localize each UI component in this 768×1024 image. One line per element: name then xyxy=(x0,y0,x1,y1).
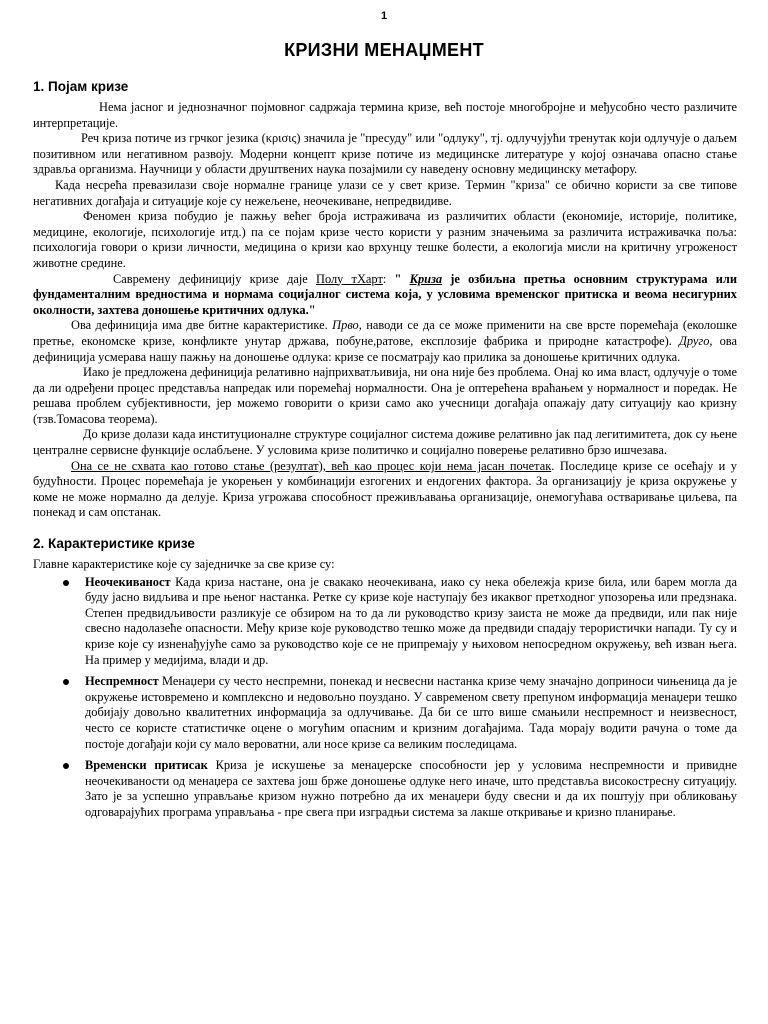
section-heading-2: 2. Карактеристике кризе xyxy=(33,536,195,552)
paragraph: До кризе долази када институционалне структуре социјалног система доживе релативно јак пад легитимитета, док су њене централне сервисне функције ослабљене. У условима кризе политичко и социјално поверење релативно брзо ишчезава. xyxy=(33,427,737,458)
list-item xyxy=(85,674,737,752)
document-body xyxy=(33,78,737,827)
characteristics-list xyxy=(33,575,737,821)
text-span: . Последице кризе се осећају и у будућности. Процес поремећаја је укорењен у комбинацији езгогених и ендогених фактора. За организацију је криза окружење у коме не може нормално да делује. Криза угрожава способност преживљавања организације, онемогућава остваривање циљева, па понекад и сам опстанак. xyxy=(33,458,737,520)
list-item-term: Неспремност xyxy=(85,674,159,689)
emphasis: Друго, xyxy=(678,333,713,348)
text-span: наводи се да се може применити на све врсте поремећаја (еколошке претње, економске кризе, конфликте унутар држава, побуне,ратове, експлозије фабрика и природне катастрофе). xyxy=(33,318,737,348)
text-span: : xyxy=(382,271,395,286)
list-item-term: Временски притисак xyxy=(85,758,208,773)
page-number: 1 xyxy=(380,10,388,22)
list-item-text: Криза је искушење за менаџерске способности јер у условима неспремности и привидне неочекиваности од менаџера се захтева још брже доношење одлуке него иначе, што представља високостресну ситуацију. Зато је за успешно управљање кризом нужно потребно да их менаџери буду свесни и да их поштују при обликовању одговарајућих програма управљања - пре свега при изградњи система за лакше откривање и кризно планирање. xyxy=(85,758,737,819)
list-item xyxy=(85,758,737,820)
spacer xyxy=(33,521,737,535)
definition-text: је озбиљна претња основним структурама или фундаменталним вредностима и нормама социјалног система која, у условима временског притиска и веома несигурних околности, захтева доношење критичних одлука." xyxy=(33,271,737,317)
bullet-icon xyxy=(63,763,69,769)
list-item-text: Менаџери су често неспремни, понекад и несвесни настанка кризе чему значајно доприноси чињеница да је окружење истовремено и комплексно и недовољно поуздано. У савременом свету препуном информација менаџери тешко добијају довољно квалитетних информација за одлучивање. Да би се што више смањили неспремност и неизвесност, често се користе статистичке оцене о могућим опасним и кризним догађајима. Тада морају водити рачуна о томе да постоје догађаји који су мало вероватни, али носе кризе са великим последицама. xyxy=(85,674,737,751)
list-item-text: Када криза настане, она је свакако неочекивана, иако су нека обележја кризе била, или барем могла да буду јасно видљива и пре њеног настанка. Ретке су кризе које наступају без икаквог претходног упозорења или предзнака. Степен предвидљивости разликује се обзиром на то да ли руководство кризу заиста не може да предвиди, или пак није свесно надолазеће опасности. Међу кризе које руководство тешко може да предвиди спадају терористички напади. Ту су и кризе које су изненађујуће само за руководство које се не припремају у њиховом непосредном окружењу, већ изван њега. На пример у медијима, влади и др. xyxy=(85,574,737,667)
paragraph: Феномен криза побудио је пажњу већег броја истраживача из различитих области (економије, историје, политике, медицине, екологије, психологије итд.) па се појам кризе често користи у разним значењима за различита истраживачка поља: психологија говори о кризи личности, медицина о кризи као врхунцу тешке болести, а екологија мисли на критичну угроженост животне средине. xyxy=(33,209,737,270)
author-name: Полу тХарт xyxy=(316,271,383,286)
paragraph: Главне карактеристике које су заједничке за све кризе су: xyxy=(33,557,335,572)
text-span: Савремену дефиницију кризе даје xyxy=(113,271,316,286)
document-title: КРИЗНИ МЕНАЏМЕНТ xyxy=(284,40,484,60)
list-item xyxy=(85,575,737,669)
bullet-icon xyxy=(63,580,69,586)
paragraph: Нема јасног и једнозначног појмовног садржаја термина кризе, већ постоје многобројне и међусобно често различите интерпретације. xyxy=(33,100,737,130)
underlined-text: Она се не схвата као готово стање (резултат), већ као процес који нема јасан почетак xyxy=(71,458,552,473)
paragraph xyxy=(33,459,737,521)
text-span: Ова дефиниција има две битне карактеристике. xyxy=(71,318,333,333)
defined-term: Криза xyxy=(409,271,443,286)
paragraph: Реч криза потиче из грчког језика (κρισις) значила је "пресуду" или "одлуку", тј. одлучујући тренутак који одлучује о даљем позитивном или негативном развоју. Модерни концепт кризе потиче из медицинске литературе у којој означава опасно стање здравља организма. Научници у области друштвених наука позајмили су наведену основну медицинску метафору. xyxy=(33,131,737,177)
quote-mark: " xyxy=(394,271,410,286)
paragraph xyxy=(33,318,737,365)
section-heading-1: 1. Појам кризе xyxy=(33,79,129,94)
paragraph: Када несрећа превазилази своје нормалне границе улази се у свет кризе. Термин "криза" се обично користи за све типове негативних догађаја и ситуације које су нежељене, неочекиване, непредвидиве. xyxy=(33,177,737,208)
paragraph: Иако је предложена дефиниција релативно најприхватљивија, ни она није без проблема. Онај ко има власт, одлучује о томе да ли одређени процес представља напредак или поремећај нормалности. Она је оптерећена враћањем у нормалност и поредак. Не решава проблем субјективности, јер можемо говорити о кризи само ако учесници догађаја опажају дату ситуацију као кризну (тзв.Томасова теорема). xyxy=(33,365,737,426)
definition-paragraph xyxy=(33,272,737,319)
list-item-term: Неочекиваност xyxy=(85,574,171,589)
text-span: ова дефиниција усмерава нашу пажњу на доношење одлука: кризе се посматрају као прилика за доношење критичних одлука. xyxy=(33,333,737,364)
emphasis: Прво, xyxy=(332,318,362,333)
bullet-icon xyxy=(63,679,69,685)
